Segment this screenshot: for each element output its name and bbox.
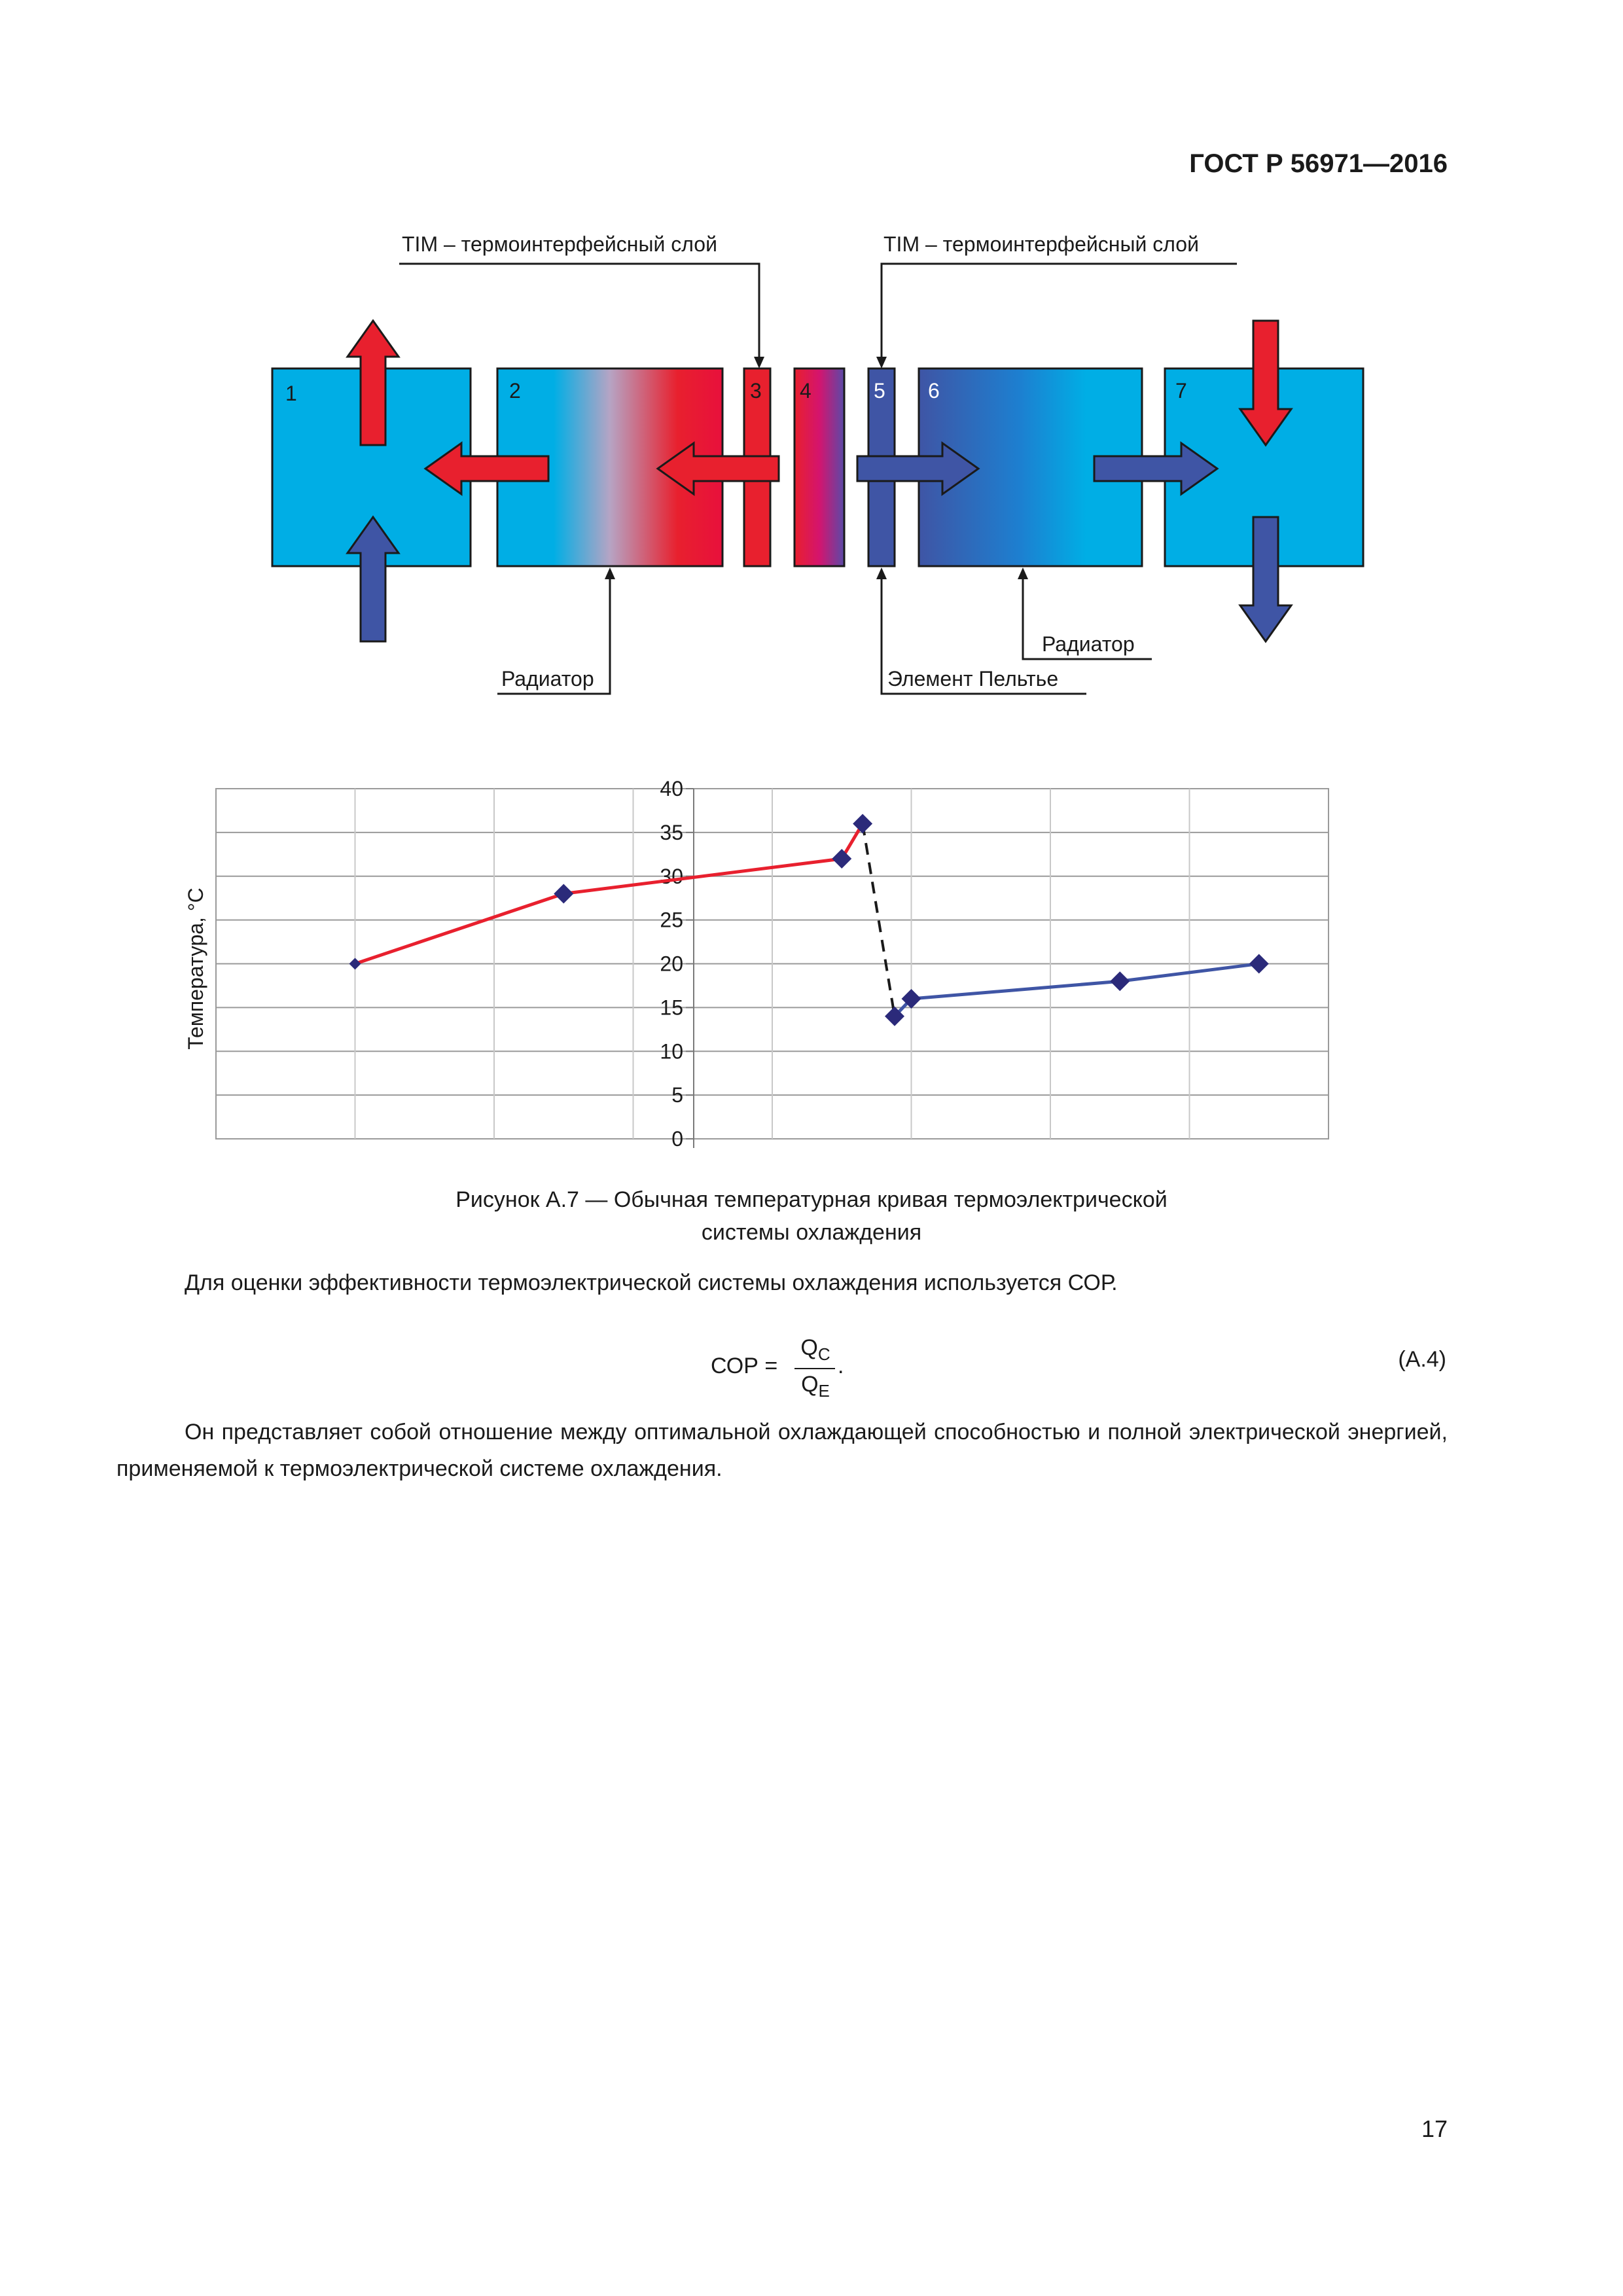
block-number-6: 6: [928, 379, 940, 403]
block-number-2: 2: [509, 379, 521, 403]
formula-end: .: [838, 1354, 844, 1378]
formula-cop: [711, 1335, 868, 1407]
block-number-4: 4: [800, 379, 812, 403]
block-number-3: 3: [750, 379, 762, 403]
data-point-3: [853, 814, 872, 834]
callout-tim-right: TIM – термоинтерфейсный слой: [883, 232, 1199, 256]
y-tick-label-3: 15: [660, 996, 683, 1020]
paragraph-cop-intro: Для оценки эффективности термоэлектрической системы охлаждения используется СОР.: [185, 1270, 1118, 1295]
chart-grid: [216, 789, 1329, 1148]
data-point-2: [832, 849, 851, 869]
data-point-6: [1110, 971, 1130, 991]
formula-denominator: $Q_E$: [801, 1372, 830, 1401]
data-point-0: [349, 958, 361, 970]
block-number-1: 1: [285, 382, 297, 405]
y-tick-label-6: 30: [660, 864, 683, 888]
caption-line-2: системы охлаждения: [701, 1220, 922, 1245]
y-tick-label-4: 20: [660, 952, 683, 976]
callout-peltier: Элемент Пельтье: [887, 667, 1059, 691]
callout-radiator-left: Радиатор: [501, 667, 594, 691]
block-number-7: 7: [1175, 379, 1187, 403]
y-tick-label-2: 10: [660, 1039, 683, 1064]
block-number-5: 5: [874, 379, 885, 403]
formula-lhs: СОР =: [711, 1354, 778, 1378]
series-line-0: [355, 824, 863, 964]
y-axis-label: Температура, °C: [184, 888, 207, 1050]
caption-line-1: Рисунок А.7 — Обычная температурная кривая термоэлектрической: [455, 1187, 1168, 1212]
callout-tim-left: TIM – термоинтерфейсный слой: [402, 232, 717, 256]
data-point-7: [1249, 954, 1269, 974]
document-header: ГОСТ Р 56971—2016: [1189, 149, 1448, 178]
fraction-bar: [794, 1368, 835, 1369]
y-tick-label-7: 35: [660, 820, 683, 844]
y-tick-label-1: 5: [671, 1083, 683, 1107]
figure-caption: [0, 1183, 1623, 1249]
equation-number: (А.4): [1398, 1347, 1446, 1372]
data-point-1: [554, 884, 573, 904]
page-number: 17: [1421, 2115, 1448, 2142]
y-tick-label-0: 0: [671, 1127, 683, 1151]
paragraph-cop-definition: Он представляет собой отношение между оптимальной охлаждающей способностью и полной электрической энергией, применяемой к термоэлектрической системе охлаждения.: [116, 1420, 1448, 1481]
y-tick-label-5: 25: [660, 908, 683, 932]
callout-radiator-right: Радиатор: [1042, 632, 1135, 656]
series-line-2: [895, 964, 1259, 1016]
y-tick-label-8: 40: [660, 777, 683, 800]
formula-numerator: $Q_C$: [800, 1335, 830, 1364]
